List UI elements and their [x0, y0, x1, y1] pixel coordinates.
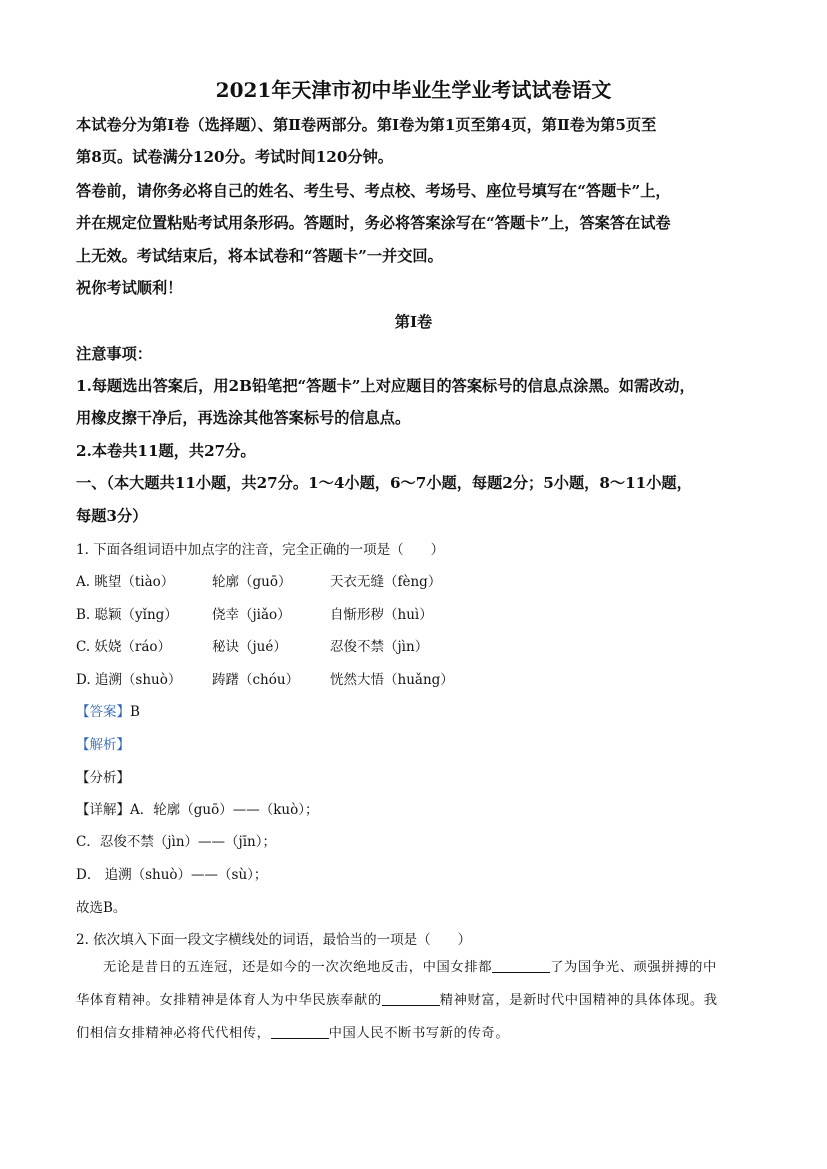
note-1a: 1.每题选出答案后，用2B铅笔把“答题卡”上对应题目的答案标号的信息点涂黑。如需改动，	[76, 377, 695, 395]
note-2: 2.本卷共11题，共27分。	[76, 442, 256, 460]
q2-stem: 2. 依次填入下面一段文字横线处的词语，最恰当的一项是（ ）	[76, 932, 472, 948]
blank-2	[382, 992, 440, 1006]
option-d-word-3: 恍然大悟（huǎng）	[330, 672, 454, 688]
part-1-header-a: 一、（本大题共11小题，共27分。1～4小题，6～7小题，每题2分；5小题，8～11小题，	[76, 474, 692, 492]
answer-tag: 【答案】	[76, 704, 130, 720]
option-c-word-1: C. 妖娆（ráo）	[76, 639, 172, 655]
passage-text-2a: 华体育精神。女排精神是体育人为中华民族奉献的	[76, 993, 382, 1008]
section-title: 第Ⅰ卷	[394, 313, 433, 331]
option-b-word-3: 自惭形秽（huì）	[330, 607, 433, 623]
q2-passage	[76, 951, 748, 1050]
analysis-tag: 【解析】	[76, 737, 130, 753]
detail-line-1: 【详解】A．轮廓（guō）——（kuò）；	[76, 802, 319, 818]
q1-option-a	[76, 570, 441, 590]
q1-option-d	[76, 668, 454, 688]
passage-text-1a: 无论是昔日的五连冠，还是如今的一次次绝地反击，中国女排都	[103, 960, 493, 975]
intro-line-1: 本试卷分为第Ⅰ卷（选择题）、第Ⅱ卷两部分。第Ⅰ卷为第1页至第4页，第Ⅱ卷为第5页至	[76, 116, 657, 134]
passage-text-3a: 们相信女排精神必将代代相传，	[76, 1026, 271, 1041]
blank-1	[492, 959, 550, 973]
option-c-word-2: 秘诀（jué）	[212, 639, 287, 655]
detail-line-2: C．忍俊不禁（jìn）——（jīn）；	[76, 834, 276, 850]
option-b-word-2: 侥幸（jiǎo）	[212, 607, 291, 623]
detail-line-3: D． 追溯（shuò）——（sù）；	[76, 867, 268, 883]
option-d-word-1: D. 追溯（shuò）	[76, 672, 182, 688]
passage-text-2b: 精神财富，是新时代中国精神的具体体现。我	[439, 993, 718, 1008]
intro-line-3: 答卷前，请你务必将自己的姓名、考生号、考点校、考场号、座位号填写在“答题卡”上，	[76, 182, 671, 200]
notes-heading: 注意事项：	[76, 345, 152, 363]
option-a-word-3: 天衣无缝（fèng）	[330, 574, 442, 590]
option-c-word-3: 忍俊不禁（jìn）	[330, 639, 429, 655]
blank-3	[271, 1025, 329, 1039]
answer-value: B	[130, 704, 140, 720]
option-a-word-2: 轮廓（guō）	[212, 574, 292, 590]
q1-option-c	[76, 635, 428, 655]
q1-answer-line	[76, 700, 140, 720]
intro-line-2: 第8页。试卷满分120分。考试时间120分钟。	[76, 148, 393, 166]
fenxi-tag: 【分析】	[76, 770, 130, 786]
intro-line-6: 祝你考试顺利！	[76, 279, 183, 297]
passage-text-1b: 了为国争光、顽强拼搏的中	[550, 960, 717, 975]
conclusion: 故选B。	[76, 900, 127, 916]
option-a-word-1: A. 眺望（tiào）	[76, 574, 175, 590]
intro-line-5: 上无效。考试结束后，将本试卷和“答题卡”一并交回。	[76, 247, 443, 265]
option-b-word-1: B. 聪颖（yǐng）	[76, 607, 178, 623]
intro-line-4: 并在规定位置粘贴考试用条形码。答题时，务必将答案涂写在“答题卡”上，答案答在试卷	[76, 214, 671, 232]
note-1b: 用橡皮擦干净后，再选涂其他答案标号的信息点。	[76, 409, 411, 427]
q1-stem: 1. 下面各组词语中加点字的注音，完全正确的一项是（ ）	[76, 542, 445, 558]
part-1-header-b: 每题3分）	[76, 507, 148, 525]
page-title: 2021年天津市初中毕业生学业考试试卷语文	[215, 78, 612, 102]
option-d-word-2: 踌躇（chóu）	[212, 672, 300, 688]
q1-option-b	[76, 603, 433, 623]
passage-text-3b: 中国人民不断书写新的传奇。	[328, 1026, 510, 1041]
